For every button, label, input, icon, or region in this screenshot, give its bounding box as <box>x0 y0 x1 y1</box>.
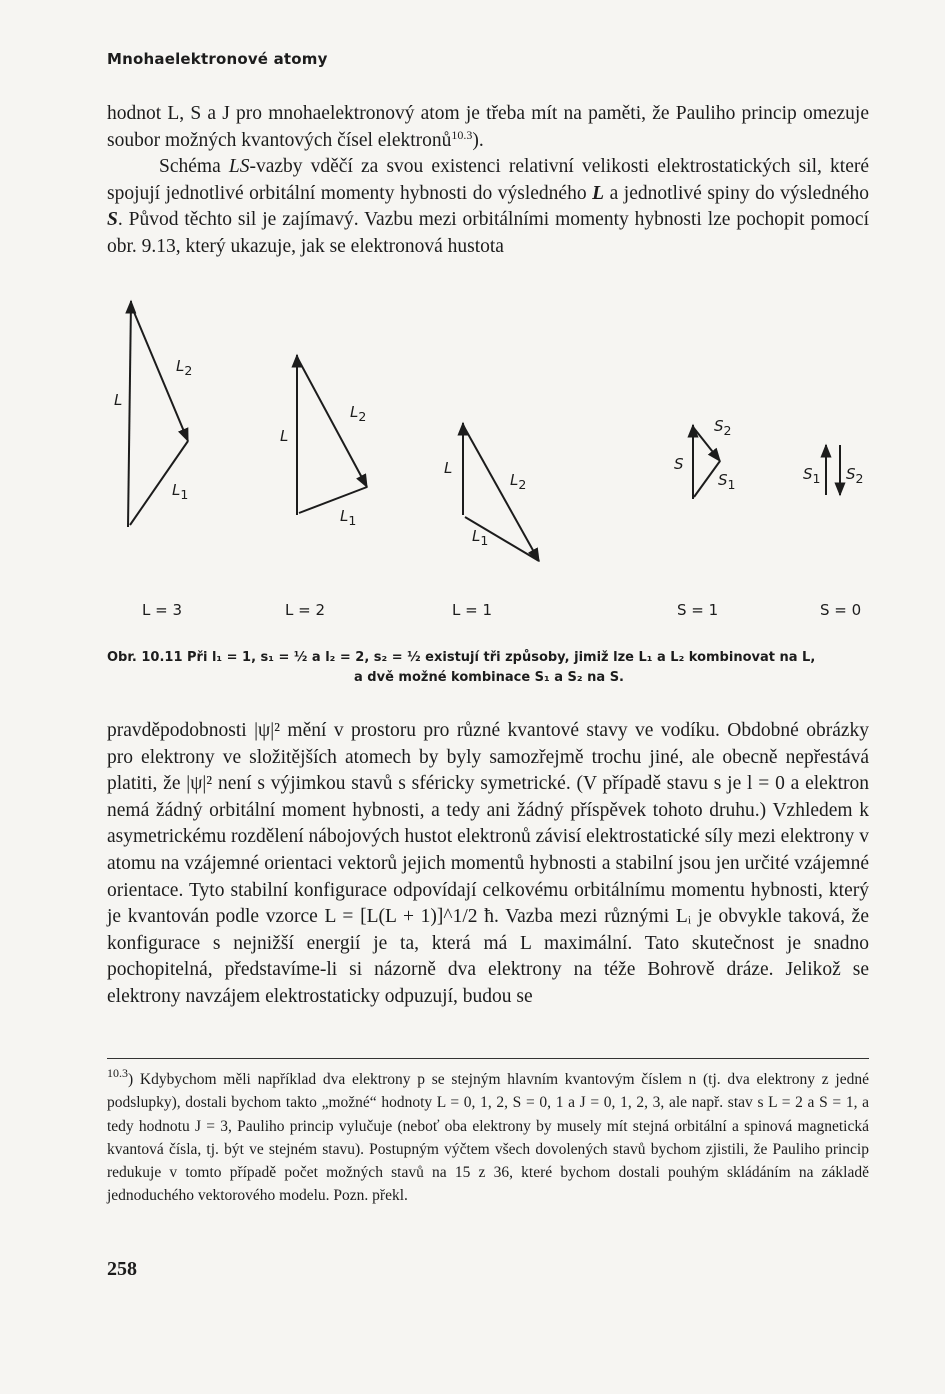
label-L: L <box>114 391 123 409</box>
paragraph-top <box>107 101 869 261</box>
bottom-label: L = 3 <box>142 601 183 619</box>
figure-caption: Obr. 10.11 Při l₁ = 1, s₁ = ½ a l₂ = 2, s₂ = ½ existují tři způsoby, jimiž lze L₁ a L₂ kombinovat na L, a dvě možné kombinace S₁ a S₂ na S. <box>107 650 816 685</box>
vector-diagram <box>100 295 880 615</box>
footnote-rule <box>107 1058 869 1059</box>
paragraph-2: Schéma LS-vazby vděčí za svou existenci relativní velikosti elektrostatických sil, které spojují jednotlivé orbitální momenty hybnosti do výsledného L a jednotlivé spiny do výsledného S. Původ těchto sil je zajímavý. Vazbu mezi orbitálními momenty hybnosti lze pochopit pomocí obr. 9.13, který ukazuje, jak se elektronová hustota <box>107 156 869 257</box>
bottom-label: S = 0 <box>820 601 862 619</box>
label-S: S <box>674 455 684 473</box>
paragraph-bottom <box>107 718 869 1011</box>
label-L1: $L_1$ <box>172 481 189 502</box>
label-L: L <box>280 427 289 445</box>
vector-S1-1 <box>694 461 720 497</box>
vector-figure <box>100 295 880 619</box>
footnote-marker: 10.3 <box>107 1066 128 1080</box>
label-L2: $L_2$ <box>510 471 527 492</box>
footnote: $^{10.3}$) Kdybychom měli například dva elektrony p se stejným hlavním kvantovým číslem n (tj. dva elektrony z jedné podslupky), dostali bychom takto „možné“ hodnoty L = 0, 1, 2, S = 0, 1 a J = 0, 1, 2, 3, ale např. stav s L = 2 a S = 1, a tedy hodnotu J = 3, Pauliho princip vylučuje (neboť oba elektrony by musely mít stejná orbitální a spinová magnetická kvantová čísla, tj. být ve stejném stavu). Postupným výčtem všech dovolených stavů bychom zjistili, že Pauliho princip redukuje v tomto případě počet možných stavů na 15 z 36, které bychom dostali pouhým skládáním na základě jednoduchého vektorového modelu. Pozn. překl. <box>107 1066 869 1205</box>
label-L2: $L_2$ <box>350 403 367 424</box>
paragraph-1: hodnot L, S a J pro mnohaelektronový atom je třeba mít na paměti, že Pauliho princip omezuje soubor možných kvantových čísel elektronů$^{10.3}$). <box>107 103 869 151</box>
page-number: 258 <box>107 1258 137 1280</box>
bottom-label: L = 1 <box>452 601 493 619</box>
vector-L1-2 <box>299 487 367 513</box>
label-S1: $S_1$ <box>718 471 736 492</box>
label-S1: $S_1$ <box>803 465 821 486</box>
bottom-label: L = 2 <box>285 601 326 619</box>
bottom-label: S = 1 <box>677 601 719 619</box>
label-L2: $L_2$ <box>176 357 193 378</box>
label-S2: $S_2$ <box>846 465 864 486</box>
label-L: L <box>444 459 453 477</box>
paragraph-3: pravděpodobnosti |ψ|² mění v prostoru pro různé kvantové stavy ve vodíku. Obdobné obrázky pro elektrony ve složitějších atomech by byly samozřejmě trochu jiné, ale obecně nepřestává platiti, že |ψ|² není s výjimkou stavů s sféricky symetrické. (V případě stavu s je l = 0 a elektron nemá žádný orbitální moment hybnosti, a tedy ani žádný příspěvek tohoto druhu.) Vzhledem k asymetrickému rozdělení nábojových hustot elektronů závisí elektrostatické síly mezi elektrony v atomu na vzájemné orientaci vektorů jejich momentů hybnosti a stabilní jsou jen určité vzájemné orientace. Tyto stabilní konfigurace odpovídají celkovému orbitálnímu momentu hybnosti, který je kvantován podle vzorce L = [L(L + 1)]^1/2 ħ. Vazba mezi různými Lᵢ je obvykle taková, že konfigurace s nejnižší energií je ta, která má L maximální. Tato skutečnost je snadno pochopitelná, představíme-li si názorně dva elektrony na téže Bohrově dráze. Jelikož se elektrony navzájem elektrostaticky odpuzují, budou se <box>107 720 869 1007</box>
running-header: Mnohaelektronové atomy <box>107 50 328 68</box>
label-S2: $S_2$ <box>714 417 732 438</box>
vector-L-3 <box>128 301 131 527</box>
label-L1: $L_1$ <box>472 527 489 548</box>
footnote-ref[interactable]: 10.3 <box>451 127 473 142</box>
label-L1: $L_1$ <box>340 507 357 528</box>
